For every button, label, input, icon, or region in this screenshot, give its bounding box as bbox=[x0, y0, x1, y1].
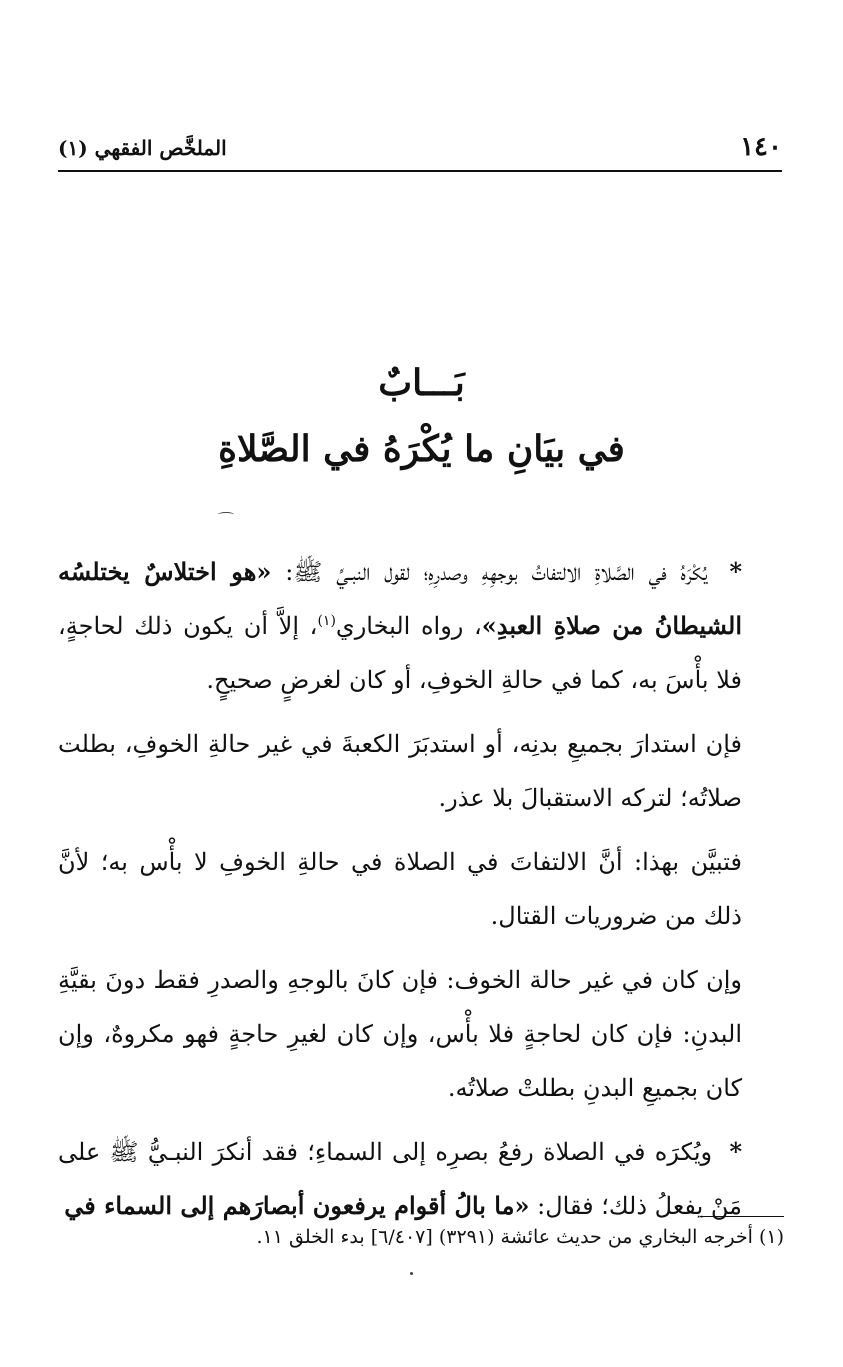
asterisk-icon: * bbox=[729, 1137, 742, 1166]
paragraph-5-text-a: ويُكرَه في الصلاة رفعُ بصرِه إلى السماءِ؛ فقد أنكرَ النبـيُّ ﷺ على مَنْ يفعلُ ذلك؛ فقال: bbox=[58, 1138, 742, 1220]
paragraph-1 bbox=[58, 545, 782, 707]
paragraph-3: فتبيَّن بهذا: أنَّ الالتفاتَ في الصلاة في حالةِ الخوفِ لا بأْس به؛ لأنَّ ذلك من ضروريات القتال. bbox=[58, 848, 742, 930]
paragraph-5 bbox=[58, 1125, 782, 1233]
body-text bbox=[58, 545, 782, 1233]
decorative-mark bbox=[218, 512, 234, 517]
footnote-rule bbox=[700, 1216, 784, 1217]
hadith-quote: «ما بالُ أقوام يرفعون أبصارَهم إلى السماء في bbox=[64, 1191, 530, 1220]
paragraph-1-text-c: ، إلاَّ أن يكون ذلك لحاجةٍ، فلا بأْسَ به، كما في حالةِ الخوفِ، أو كان لغرضٍ صحيحٍ. bbox=[58, 612, 742, 694]
paragraph-1-text-a: يُكْرَهُ في الصَّلاةِ الالتفاتُ بوجهِهِ وصدرِهِ؛ لقول النبـيِّ ﷺ: bbox=[285, 558, 708, 586]
footnote: (١) أخرجه البخاري من حديث عائشة (٣٢٩١) [٦/٤٠٧] بدء الخلق ١١. bbox=[256, 1226, 784, 1248]
asterisk-icon: * bbox=[729, 557, 742, 586]
paragraph-1-text-b: ، رواه البخاري bbox=[335, 612, 482, 640]
running-title: الملخَّص الفقهي (١) bbox=[58, 136, 227, 160]
paragraph-4: وإن كان في غير حالة الخوف: فإن كانَ بالوجهِ والصدرِ فقط دونَ بقيَّةِ البدنِ: فإن كان لحاجةٍ فلا بأْس، وإن كان لغيرِ حاجةٍ فهو مكروهٌ، وإن كان بجميعِ البدنِ بطلتْ صلاتُه. bbox=[58, 966, 742, 1102]
paragraph-2: فإن استدارَ بجميعِ بدنِه، أو استدبَرَ الكعبةَ في غير حالةِ الخوفِ، بطلت صلاتُه؛ لتركه الاستقبالَ بلا عذر. bbox=[58, 730, 742, 812]
decorative-dot bbox=[410, 1272, 413, 1275]
chapter-label: بَـــابٌ bbox=[378, 362, 465, 404]
page-header bbox=[58, 132, 782, 168]
page-number: ١٤٠ bbox=[740, 132, 782, 162]
chapter-title: في بيَانِ ما يُكْرَهُ في الصَّلاةِ bbox=[218, 428, 625, 470]
footnote-reference: (١) bbox=[317, 613, 336, 629]
header-rule bbox=[58, 170, 782, 172]
hadith-quote: «هو اختلاسٌ يختلسُه الشيطانُ من صلاةِ العبدِ» bbox=[58, 557, 743, 640]
